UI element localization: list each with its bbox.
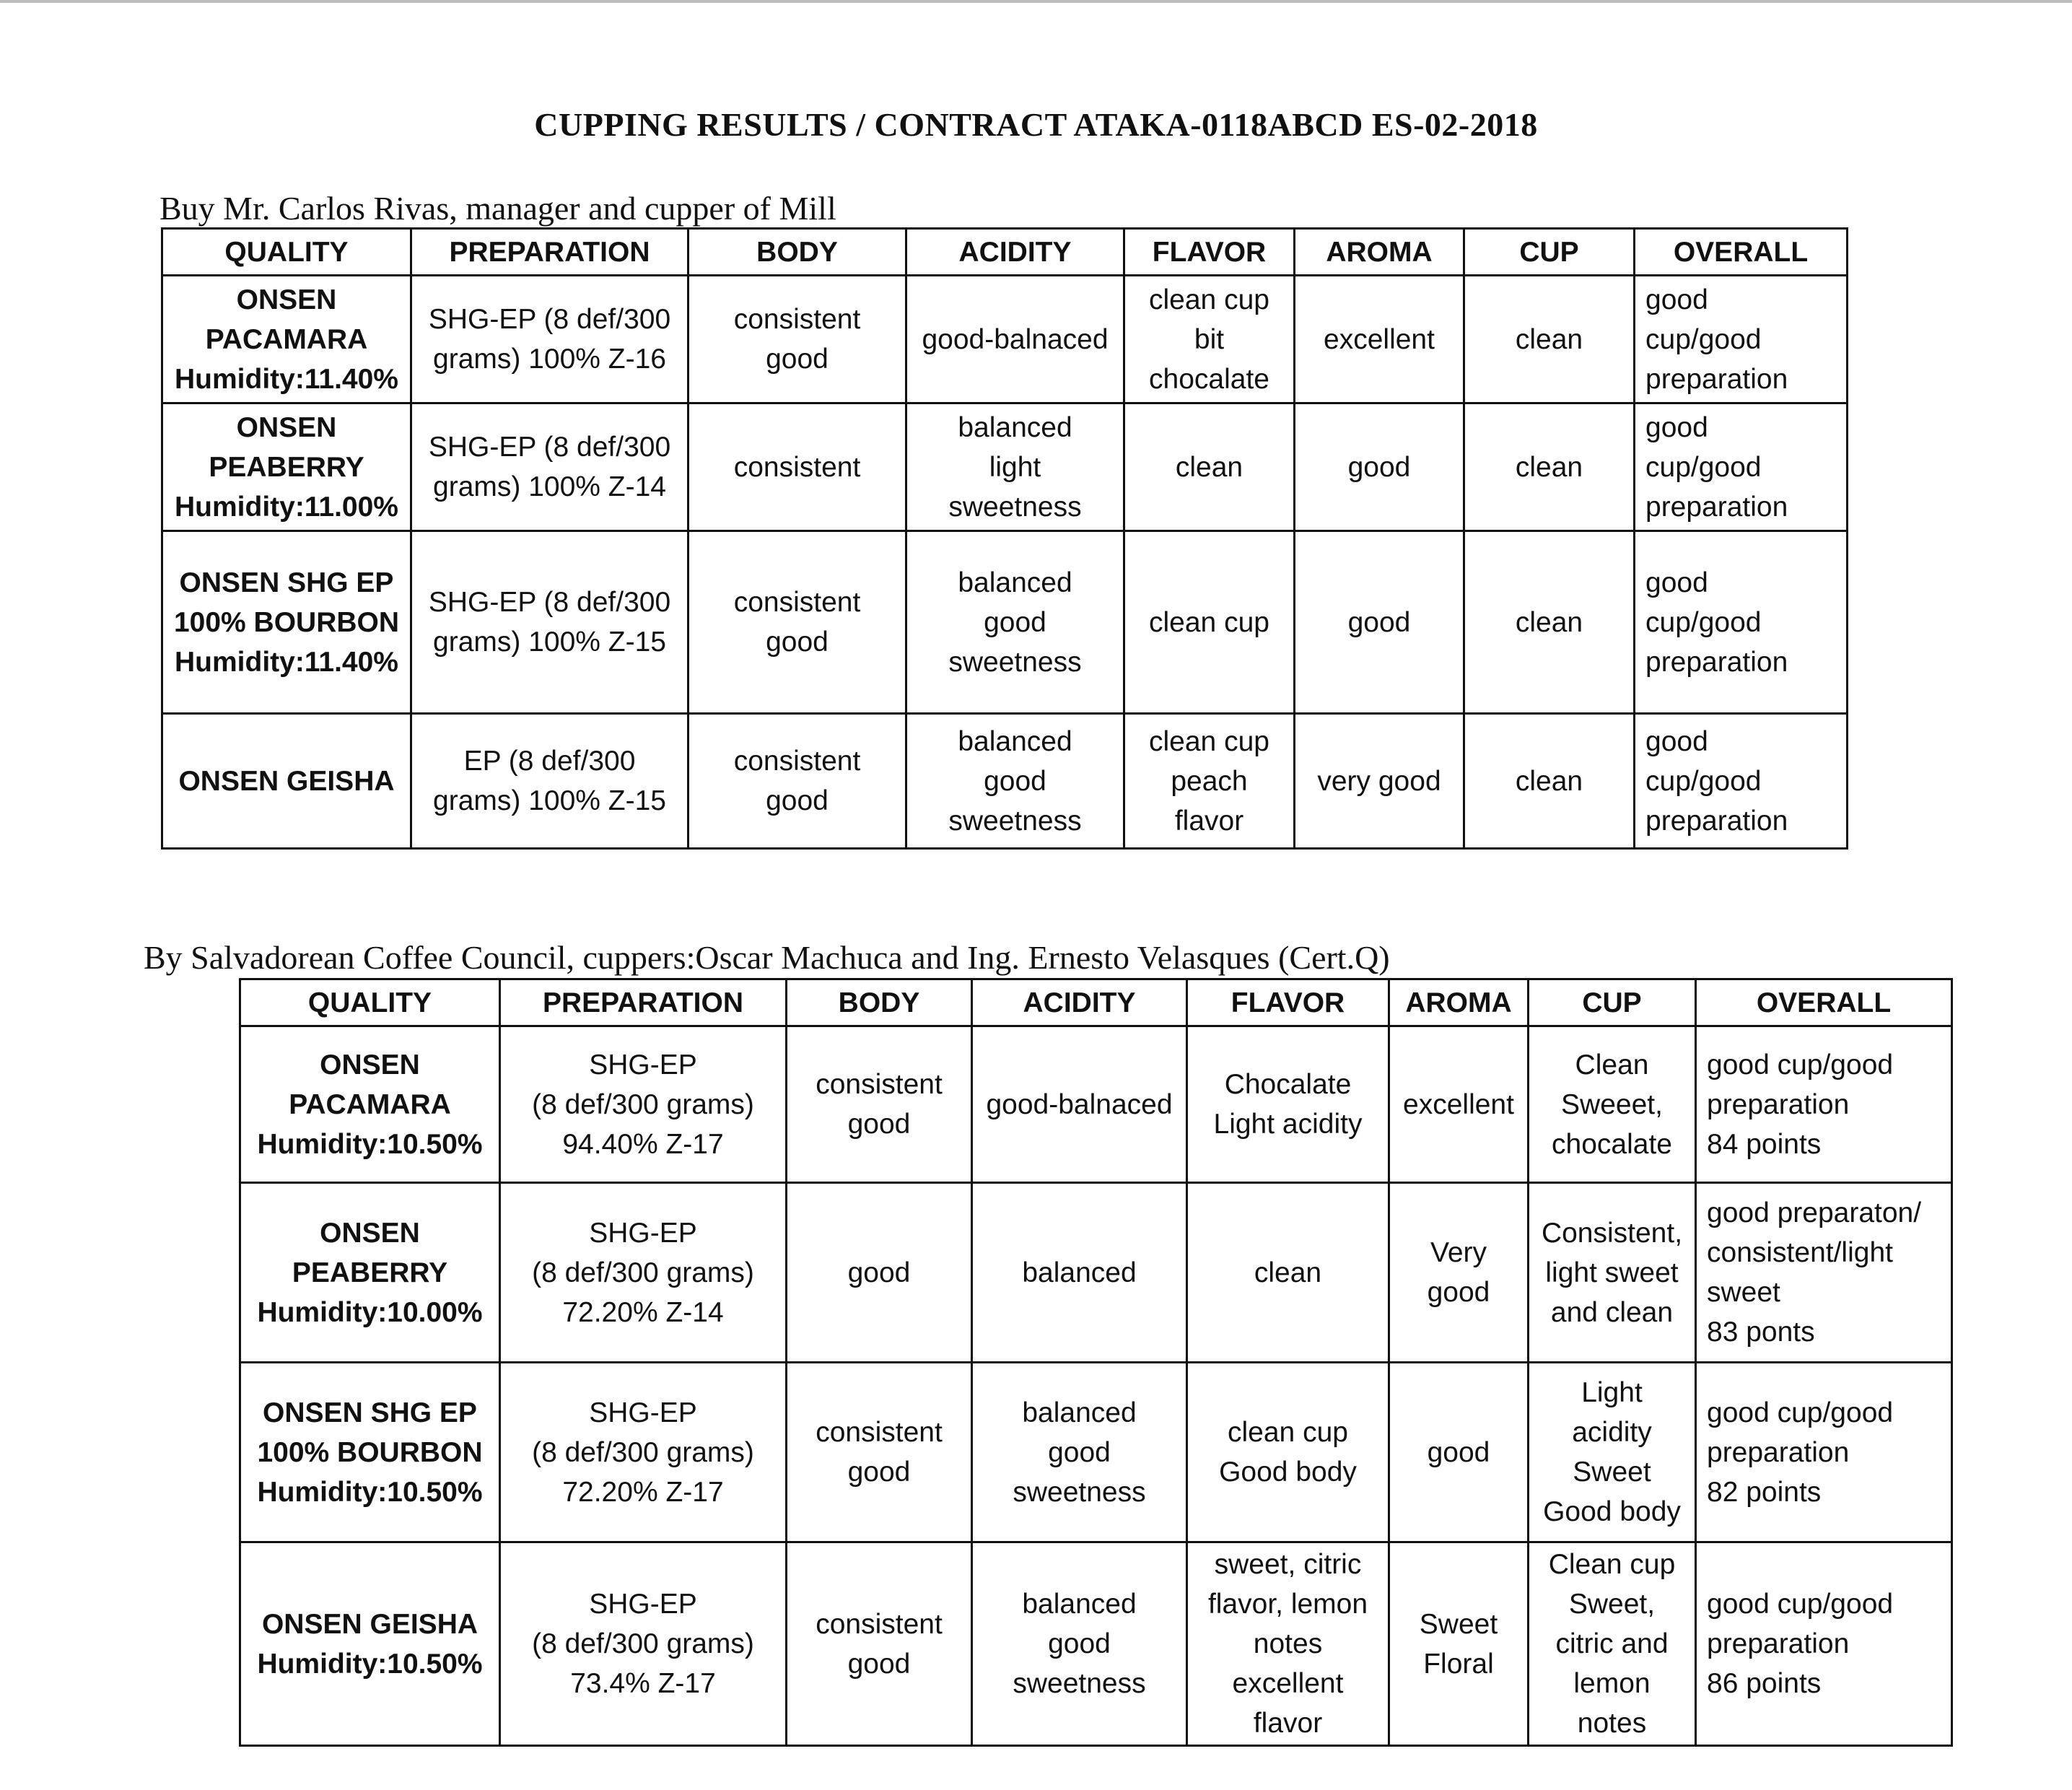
- overall-line: cup/good: [1645, 606, 1762, 638]
- overall-line: good: [1645, 411, 1708, 443]
- scan-top-edge: [0, 0, 2072, 3]
- aroma-line: very good: [1317, 765, 1441, 797]
- quality-line: 100% BOURBON: [173, 606, 400, 638]
- body-cell: [689, 276, 906, 403]
- header-cell: FLAVOR: [1187, 979, 1389, 1026]
- preparation-line: 73.4% Z-17: [570, 1668, 716, 1699]
- preparation-cell: [500, 1183, 787, 1363]
- header-cell: ACIDITY: [906, 229, 1124, 276]
- cup-line: Sweet: [1573, 1457, 1651, 1488]
- body-line: consistent: [816, 1417, 943, 1448]
- quality-line: Humidity:10.50%: [257, 1476, 483, 1508]
- overall-line: cup/good: [1645, 323, 1762, 355]
- body-line: good: [847, 1109, 911, 1140]
- cup-cell: [1464, 403, 1635, 531]
- flavor-cell: [1187, 1363, 1389, 1542]
- aroma-line: good: [1427, 1436, 1490, 1468]
- flavor-line: flavor, lemon: [1207, 1589, 1368, 1620]
- cup-line: clean: [1515, 606, 1583, 638]
- cup-line: clean: [1515, 323, 1583, 355]
- section2-caption: By Salvadorean Coffee Council, cuppers:Oscar Machuca and Ing. Ernesto Velasques (Cert.Q): [144, 939, 1390, 976]
- body-line: good: [847, 1257, 911, 1288]
- overall-line: good preparaton/: [1707, 1197, 1922, 1228]
- preparation-line: SHG-EP (8 def/300: [428, 432, 671, 463]
- quality-cell: [240, 1183, 500, 1363]
- acidity-cell: [972, 1542, 1187, 1746]
- cup-cell: [1529, 1183, 1696, 1363]
- acidity-cell: [906, 276, 1124, 403]
- cup-line: citric and: [1555, 1628, 1669, 1659]
- flavor-line: Chocalate: [1224, 1069, 1352, 1100]
- cup-line: Sweet,: [1568, 1589, 1656, 1620]
- preparation-line: (8 def/300 grams): [532, 1088, 754, 1120]
- aroma-cell: [1295, 531, 1464, 714]
- acidity-line: good-balnaced: [986, 1088, 1173, 1120]
- overall-line: 86 points: [1707, 1668, 1822, 1699]
- body-line: good: [847, 1648, 911, 1680]
- preparation-line: (8 def/300 grams): [532, 1257, 754, 1288]
- acidity-line: balanced: [1022, 1589, 1137, 1620]
- acidity-line: sweetness: [948, 491, 1082, 523]
- flavor-line: clean cup: [1149, 606, 1269, 638]
- cup-line: lemon: [1573, 1668, 1651, 1699]
- body-cell: [689, 531, 906, 714]
- preparation-line: SHG-EP: [589, 1217, 697, 1249]
- aroma-line: good: [1347, 606, 1411, 638]
- aroma-cell: [1389, 1183, 1529, 1363]
- acidity-line: balanced: [958, 725, 1072, 757]
- quality-line: Humidity:11.40%: [175, 646, 398, 678]
- preparation-line: grams) 100% Z-15: [433, 785, 666, 816]
- acidity-line: good: [1048, 1436, 1111, 1468]
- flavor-line: sweet, citric: [1214, 1549, 1362, 1580]
- acidity-line: balanced: [1022, 1397, 1137, 1428]
- acidity-line: balanced: [1022, 1257, 1137, 1288]
- overall-line: sweet: [1707, 1277, 1780, 1308]
- preparation-line: 94.40% Z-17: [562, 1128, 724, 1160]
- preparation-line: 72.20% Z-14: [562, 1296, 724, 1328]
- flavor-line: Good body: [1219, 1457, 1357, 1488]
- header-cell: PREPARATION: [411, 229, 689, 276]
- acidity-line: good: [984, 606, 1046, 638]
- acidity-cell: [906, 403, 1124, 531]
- flavor-line: clean cup: [1149, 725, 1269, 757]
- flavor-cell: [1124, 403, 1295, 531]
- acidity-line: good-balnaced: [922, 323, 1109, 355]
- cup-line: Good body: [1543, 1496, 1681, 1527]
- body-cell: [787, 1363, 972, 1542]
- header-cell: AROMA: [1295, 229, 1464, 276]
- overall-line: cup/good: [1645, 451, 1762, 483]
- flavor-line: flavor: [1253, 1708, 1323, 1739]
- cup-line: Light: [1581, 1377, 1643, 1408]
- cup-cell: [1464, 276, 1635, 403]
- flavor-line: notes: [1253, 1628, 1323, 1659]
- body-line: consistent: [816, 1608, 943, 1640]
- quality-line: ONSEN SHG EP: [263, 1397, 477, 1428]
- overall-line: preparation: [1645, 646, 1788, 678]
- overall-cell: [1635, 403, 1848, 531]
- flavor-cell: [1124, 714, 1295, 849]
- header-cell: CUP: [1529, 979, 1696, 1026]
- cup-line: Clean cup: [1548, 1549, 1676, 1580]
- aroma-line: Sweet: [1419, 1608, 1498, 1640]
- preparation-cell: [500, 1542, 787, 1746]
- table-row: [240, 1542, 1952, 1746]
- flavor-line: clean cup: [1149, 284, 1269, 315]
- body-line: consistent: [733, 451, 861, 483]
- aroma-cell: [1389, 1542, 1529, 1746]
- cup-cell: [1529, 1363, 1696, 1542]
- overall-cell: [1696, 1363, 1952, 1542]
- overall-line: cup/good: [1645, 765, 1762, 797]
- quality-line: Humidity:10.50%: [257, 1648, 483, 1680]
- quality-line: ONSEN GEISHA: [178, 765, 395, 797]
- cup-line: Sweeet,: [1561, 1088, 1663, 1120]
- header-cell: OVERALL: [1635, 229, 1848, 276]
- header-cell: CUP: [1464, 229, 1635, 276]
- aroma-line: excellent: [1324, 323, 1435, 355]
- flavor-line: chocalate: [1149, 363, 1269, 395]
- overall-line: consistent/light: [1707, 1237, 1893, 1268]
- header-cell: BODY: [787, 979, 972, 1026]
- acidity-line: sweetness: [948, 646, 1082, 678]
- quality-cell: [162, 276, 411, 403]
- table-row: [162, 531, 1848, 714]
- overall-line: good cup/good: [1707, 1049, 1894, 1080]
- header-row: [240, 979, 1952, 1026]
- quality-cell: [240, 1363, 500, 1542]
- body-line: good: [766, 626, 829, 658]
- cup-line: and clean: [1550, 1296, 1674, 1328]
- overall-cell: [1635, 714, 1848, 849]
- header-cell: PREPARATION: [500, 979, 787, 1026]
- body-line: good: [847, 1457, 911, 1488]
- preparation-line: SHG-EP: [589, 1397, 697, 1428]
- body-cell: [689, 403, 906, 531]
- table-row: [240, 1183, 1952, 1363]
- cup-line: clean: [1515, 451, 1583, 483]
- acidity-line: sweetness: [1013, 1476, 1146, 1508]
- quality-line: ONSEN GEISHA: [261, 1608, 478, 1640]
- cup-line: light sweet: [1545, 1257, 1679, 1288]
- document-title: CUPPING RESULTS / CONTRACT ATAKA-0118ABCD ES-02-2018: [534, 106, 1538, 143]
- cup-line: chocalate: [1552, 1128, 1672, 1160]
- flavor-line: excellent: [1232, 1668, 1344, 1699]
- quality-cell: [240, 1026, 500, 1183]
- aroma-line: excellent: [1403, 1088, 1514, 1120]
- overall-line: preparation: [1707, 1628, 1850, 1659]
- cupping-table-council: [239, 978, 1953, 1747]
- table-row: [240, 1363, 1952, 1542]
- overall-line: good: [1645, 567, 1708, 598]
- acidity-line: good: [1048, 1628, 1111, 1659]
- overall-line: 82 points: [1707, 1476, 1822, 1508]
- overall-line: 83 ponts: [1707, 1317, 1815, 1348]
- cup-cell: [1464, 531, 1635, 714]
- preparation-cell: [500, 1026, 787, 1183]
- flavor-line: bit: [1194, 323, 1225, 355]
- overall-line: 84 points: [1707, 1128, 1822, 1160]
- table-row: [162, 276, 1848, 403]
- overall-line: good: [1645, 725, 1708, 757]
- flavor-cell: [1187, 1542, 1389, 1746]
- aroma-line: Very: [1430, 1237, 1487, 1268]
- preparation-line: 72.20% Z-17: [562, 1476, 724, 1508]
- flavor-line: clean: [1254, 1257, 1322, 1288]
- flavor-line: Light acidity: [1213, 1109, 1363, 1140]
- quality-line: ONSEN: [320, 1217, 420, 1249]
- quality-cell: [162, 531, 411, 714]
- overall-cell: [1635, 531, 1848, 714]
- header-cell: FLAVOR: [1124, 229, 1295, 276]
- flavor-cell: [1124, 531, 1295, 714]
- header-cell: BODY: [689, 229, 906, 276]
- body-line: consistent: [816, 1069, 943, 1100]
- acidity-line: light: [989, 451, 1041, 483]
- flavor-cell: [1187, 1183, 1389, 1363]
- body-line: consistent: [733, 587, 861, 618]
- aroma-cell: [1295, 403, 1464, 531]
- quality-line: ONSEN: [320, 1049, 420, 1080]
- quality-line: ONSEN SHG EP: [179, 567, 394, 598]
- cup-cell: [1529, 1026, 1696, 1183]
- header-cell: QUALITY: [162, 229, 411, 276]
- overall-line: good: [1645, 284, 1708, 315]
- table-row: [162, 714, 1848, 849]
- preparation-cell: [411, 714, 689, 849]
- aroma-cell: [1295, 276, 1464, 403]
- overall-line: preparation: [1645, 805, 1788, 837]
- flavor-line: flavor: [1174, 805, 1244, 837]
- aroma-cell: [1295, 714, 1464, 849]
- quality-line: PACAMARA: [205, 323, 368, 355]
- preparation-line: SHG-EP: [589, 1589, 697, 1620]
- preparation-cell: [500, 1363, 787, 1542]
- flavor-line: clean: [1175, 451, 1243, 483]
- cup-line: acidity: [1572, 1417, 1652, 1448]
- preparation-line: grams) 100% Z-16: [433, 344, 666, 375]
- overall-line: good cup/good: [1707, 1589, 1894, 1620]
- quality-line: PACAMARA: [289, 1088, 451, 1120]
- preparation-line: SHG-EP (8 def/300: [428, 304, 671, 335]
- overall-line: good cup/good: [1707, 1397, 1894, 1428]
- overall-line: preparation: [1707, 1436, 1850, 1468]
- quality-cell: [162, 403, 411, 531]
- header-cell: ACIDITY: [972, 979, 1187, 1026]
- acidity-cell: [972, 1026, 1187, 1183]
- preparation-line: grams) 100% Z-15: [433, 626, 666, 658]
- overall-cell: [1696, 1542, 1952, 1746]
- overall-line: preparation: [1645, 363, 1788, 395]
- acidity-line: balanced: [958, 411, 1072, 443]
- acidity-line: sweetness: [948, 805, 1082, 837]
- cup-line: Consistent,: [1541, 1217, 1683, 1249]
- body-cell: [787, 1183, 972, 1363]
- overall-cell: [1696, 1026, 1952, 1183]
- overall-cell: [1696, 1183, 1952, 1363]
- header-row: [162, 229, 1848, 276]
- acidity-cell: [972, 1363, 1187, 1542]
- header-cell: OVERALL: [1696, 979, 1952, 1026]
- acidity-cell: [906, 714, 1124, 849]
- section1-caption: Buy Mr. Carlos Rivas, manager and cupper of Mill: [159, 190, 836, 227]
- preparation-cell: [411, 276, 689, 403]
- acidity-cell: [972, 1183, 1187, 1363]
- table-row: [240, 1026, 1952, 1183]
- header-cell: QUALITY: [240, 979, 500, 1026]
- aroma-line: good: [1427, 1277, 1490, 1308]
- preparation-cell: [411, 403, 689, 531]
- cup-line: notes: [1577, 1708, 1647, 1739]
- quality-cell: [240, 1542, 500, 1746]
- acidity-line: good: [984, 765, 1046, 797]
- aroma-line: good: [1347, 451, 1411, 483]
- body-cell: [787, 1026, 972, 1183]
- quality-line: 100% BOURBON: [257, 1436, 483, 1468]
- header-cell: AROMA: [1389, 979, 1529, 1026]
- cup-cell: [1464, 714, 1635, 849]
- body-line: consistent: [733, 746, 861, 777]
- quality-line: Humidity:10.00%: [257, 1296, 483, 1328]
- flavor-cell: [1187, 1026, 1389, 1183]
- cup-line: Clean: [1575, 1049, 1649, 1080]
- body-line: good: [766, 785, 829, 816]
- flavor-cell: [1124, 276, 1295, 403]
- cupping-table-mill: [161, 227, 1848, 850]
- acidity-cell: [906, 531, 1124, 714]
- preparation-line: (8 def/300 grams): [532, 1436, 754, 1468]
- quality-line: PEABERRY: [292, 1257, 448, 1288]
- aroma-cell: [1389, 1363, 1529, 1542]
- body-cell: [689, 714, 906, 849]
- cup-cell: [1529, 1542, 1696, 1746]
- aroma-cell: [1389, 1026, 1529, 1183]
- acidity-line: sweetness: [1013, 1668, 1146, 1699]
- quality-line: Humidity:10.50%: [257, 1128, 483, 1160]
- overall-cell: [1635, 276, 1848, 403]
- body-cell: [787, 1542, 972, 1746]
- quality-line: Humidity:11.40%: [175, 363, 398, 395]
- preparation-line: SHG-EP: [589, 1049, 697, 1080]
- table-row: [162, 403, 1848, 531]
- quality-line: PEABERRY: [209, 451, 364, 483]
- body-line: consistent: [733, 304, 861, 335]
- preparation-line: SHG-EP (8 def/300: [428, 587, 671, 618]
- preparation-line: EP (8 def/300: [463, 746, 636, 777]
- acidity-line: balanced: [958, 567, 1072, 598]
- flavor-line: clean cup: [1228, 1417, 1348, 1448]
- cup-line: clean: [1515, 765, 1583, 797]
- body-line: good: [766, 344, 829, 375]
- preparation-line: (8 def/300 grams): [532, 1628, 754, 1659]
- quality-line: Humidity:11.00%: [175, 491, 398, 523]
- overall-line: preparation: [1707, 1088, 1850, 1120]
- quality-line: ONSEN: [236, 411, 337, 443]
- quality-cell: [162, 714, 411, 849]
- overall-line: preparation: [1645, 491, 1788, 523]
- quality-line: ONSEN: [236, 284, 337, 315]
- preparation-line: grams) 100% Z-14: [433, 471, 666, 502]
- aroma-line: Floral: [1423, 1648, 1494, 1680]
- flavor-line: peach: [1171, 765, 1248, 797]
- preparation-cell: [411, 531, 689, 714]
